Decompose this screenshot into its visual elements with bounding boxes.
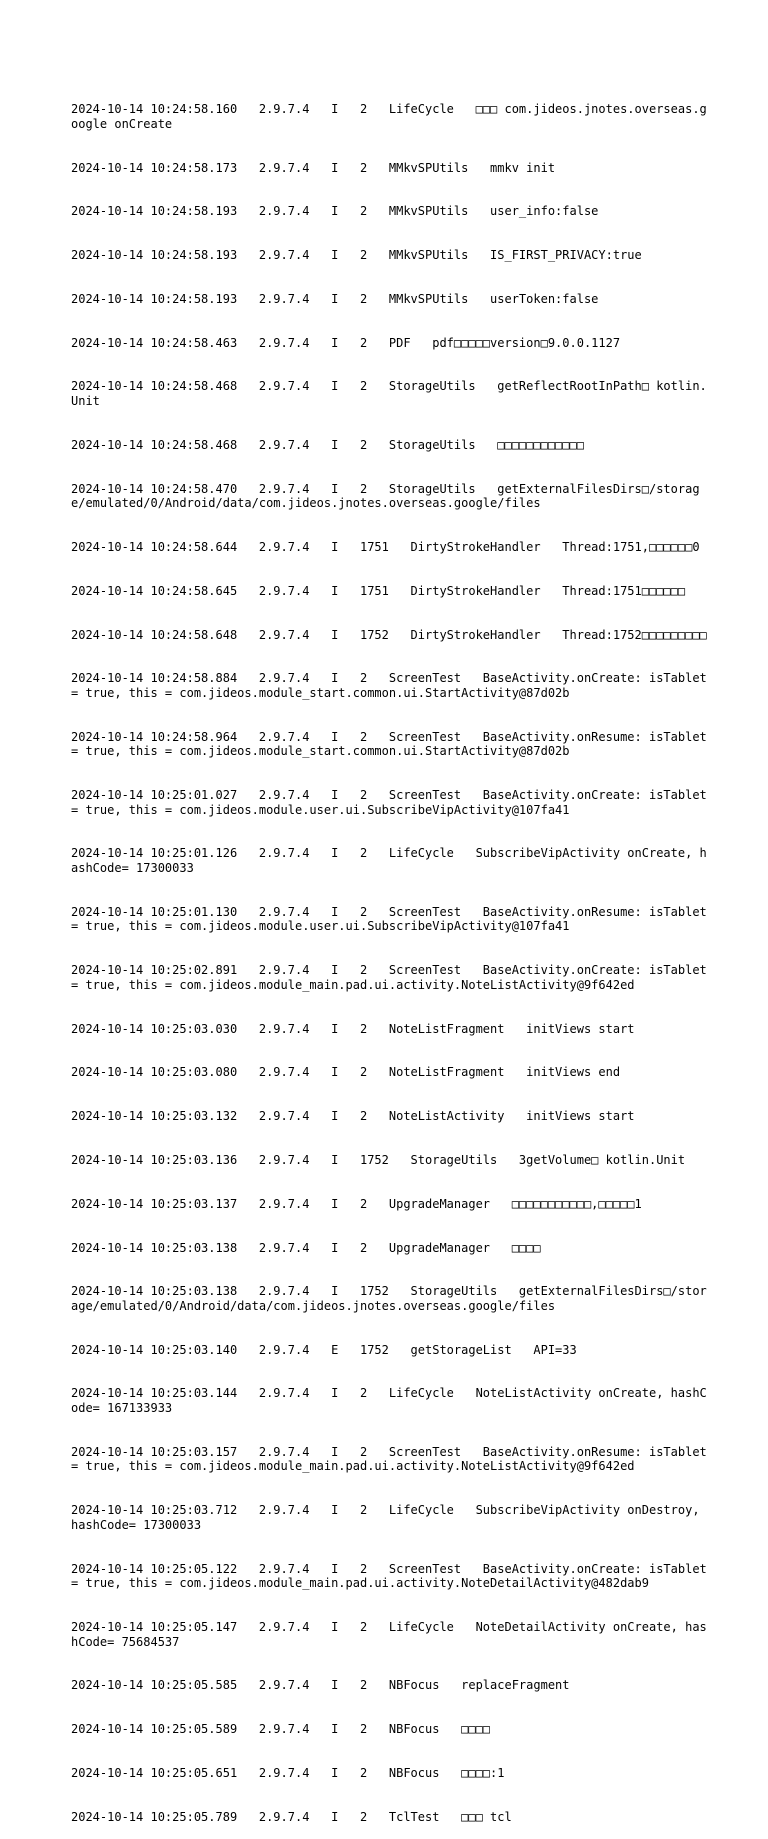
log-line: 2024-10-14 10:24:58.173 2.9.7.4 I 2 MMkvSPUtils mmkv init (71, 160, 556, 175)
log-line: 2024-10-14 10:25:05.585 2.9.7.4 I 2 NBFocus replaceFragment (71, 1678, 570, 1693)
log-line: 2024-10-14 10:24:58.193 2.9.7.4 I 2 MMkvSPUtils IS_FIRST_PRIVACY:true (71, 248, 642, 263)
log-line: 2024-10-14 10:25:05.147 2.9.7.4 I 2 LifeCycle NoteDetailActivity onCreate, hashCode= 75684537 (71, 1619, 707, 1649)
log-line: 2024-10-14 10:24:58.964 2.9.7.4 I 2 ScreenTest BaseActivity.onResume: isTablet = true, this = com.jideos.module_start.common.ui.StartActivity@87d02b (71, 729, 714, 759)
log-line: 2024-10-14 10:25:03.030 2.9.7.4 I 2 NoteListFragment initViews start (71, 1021, 635, 1036)
log-line: 2024-10-14 10:24:58.468 2.9.7.4 I 2 StorageUtils □□□□□□□□□□□□ (71, 437, 584, 452)
log-line: 2024-10-14 10:25:01.027 2.9.7.4 I 2 ScreenTest BaseActivity.onCreate: isTablet = true, this = com.jideos.module.user.ui.SubscribeVipActivity@107fa41 (71, 788, 714, 817)
log-text (71, 73, 714, 1839)
log-line: 2024-10-14 10:25:03.157 2.9.7.4 I 2 ScreenTest BaseActivity.onResume: isTablet = true, this = com.jideos.module_main.pad.ui.activity.NoteListActivity@9f642ed (71, 1444, 714, 1474)
log-line: 2024-10-14 10:25:03.080 2.9.7.4 I 2 NoteListFragment initViews end (71, 1065, 621, 1080)
log-line: 2024-10-14 10:25:03.140 2.9.7.4 E 1752 getStorageList API=33 (71, 1342, 577, 1357)
log-line: 2024-10-14 10:25:02.891 2.9.7.4 I 2 ScreenTest BaseActivity.onCreate: isTablet = true, this = com.jideos.module_main.pad.ui.activity.NoteListActivity@9f642ed (71, 963, 714, 992)
log-line: 2024-10-14 10:25:03.144 2.9.7.4 I 2 LifeCycle NoteListActivity onCreate, hashCode= 167133933 (71, 1386, 707, 1416)
log-line: 2024-10-14 10:24:58.160 2.9.7.4 I 2 LifeCycle □□□ com.jideos.jnotes.overseas.google onCreate (71, 102, 707, 131)
log-line: 2024-10-14 10:25:03.138 2.9.7.4 I 2 UpgradeManager □□□□ (71, 1240, 541, 1255)
log-line: 2024-10-14 10:24:58.648 2.9.7.4 I 1752 DirtyStrokeHandler Thread:1752□□□□□□□□□ (71, 627, 707, 642)
log-line: 2024-10-14 10:25:03.138 2.9.7.4 I 1752 StorageUtils getExternalFilesDirs□/storage/emulated/0/Android/data/com.jideos.jnotes.overseas.google/files (71, 1284, 707, 1313)
log-line: 2024-10-14 10:24:58.470 2.9.7.4 I 2 StorageUtils getExternalFilesDirs□/storage/emulated/0/Android/data/com.jideos.jnotes.overseas.google/files (71, 481, 700, 511)
log-line: 2024-10-14 10:25:03.712 2.9.7.4 I 2 LifeCycle SubscribeVipActivity onDestroy, hashCode= 17300033 (71, 1503, 707, 1532)
log-line: 2024-10-14 10:25:01.126 2.9.7.4 I 2 LifeCycle SubscribeVipActivity onCreate, hashCode= 17300033 (71, 846, 707, 876)
log-line: 2024-10-14 10:25:03.137 2.9.7.4 I 2 UpgradeManager □□□□□□□□□□□,□□□□□1 (71, 1196, 642, 1211)
log-line: 2024-10-14 10:24:58.463 2.9.7.4 I 2 PDF pdf□□□□□version□9.0.0.1127 (71, 335, 621, 350)
log-line: 2024-10-14 10:25:05.789 2.9.7.4 I 2 TclTest □□□ tcl (71, 1809, 512, 1824)
log-line: 2024-10-14 10:24:58.193 2.9.7.4 I 2 MMkvSPUtils user_info:false (71, 204, 599, 219)
log-line: 2024-10-14 10:25:05.589 2.9.7.4 I 2 NBFocus □□□□ (71, 1722, 491, 1737)
log-line: 2024-10-14 10:24:58.193 2.9.7.4 I 2 MMkvSPUtils userToken:false (71, 291, 599, 306)
log-line: 2024-10-14 10:24:58.645 2.9.7.4 I 1751 DirtyStrokeHandler Thread:1751□□□□□□ (71, 583, 686, 598)
log-line: 2024-10-14 10:24:58.468 2.9.7.4 I 2 StorageUtils getReflectRootInPath□ kotlin.Unit (71, 379, 707, 409)
log-line: 2024-10-14 10:24:58.644 2.9.7.4 I 1751 DirtyStrokeHandler Thread:1751,□□□□□□0 (71, 540, 700, 554)
log-line: 2024-10-14 10:25:01.130 2.9.7.4 I 2 ScreenTest BaseActivity.onResume: isTablet = true, this = com.jideos.module.user.ui.SubscribeVipActivity@107fa41 (71, 904, 714, 934)
log-line: 2024-10-14 10:24:58.884 2.9.7.4 I 2 ScreenTest BaseActivity.onCreate: isTablet = true, this = com.jideos.module_start.common.ui.StartActivity@87d02b (71, 671, 714, 700)
log-line: 2024-10-14 10:25:03.136 2.9.7.4 I 1752 StorageUtils 3getVolume□ kotlin.Unit (71, 1152, 686, 1167)
log-line: 2024-10-14 10:25:05.122 2.9.7.4 I 2 ScreenTest BaseActivity.onCreate: isTablet = true, this = com.jideos.module_main.pad.ui.activity.NoteDetailActivity@482dab9 (71, 1561, 714, 1591)
log-line: 2024-10-14 10:25:03.132 2.9.7.4 I 2 NoteListActivity initViews start (71, 1109, 635, 1124)
log-line: 2024-10-14 10:25:05.651 2.9.7.4 I 2 NBFocus □□□□:1 (71, 1765, 505, 1780)
